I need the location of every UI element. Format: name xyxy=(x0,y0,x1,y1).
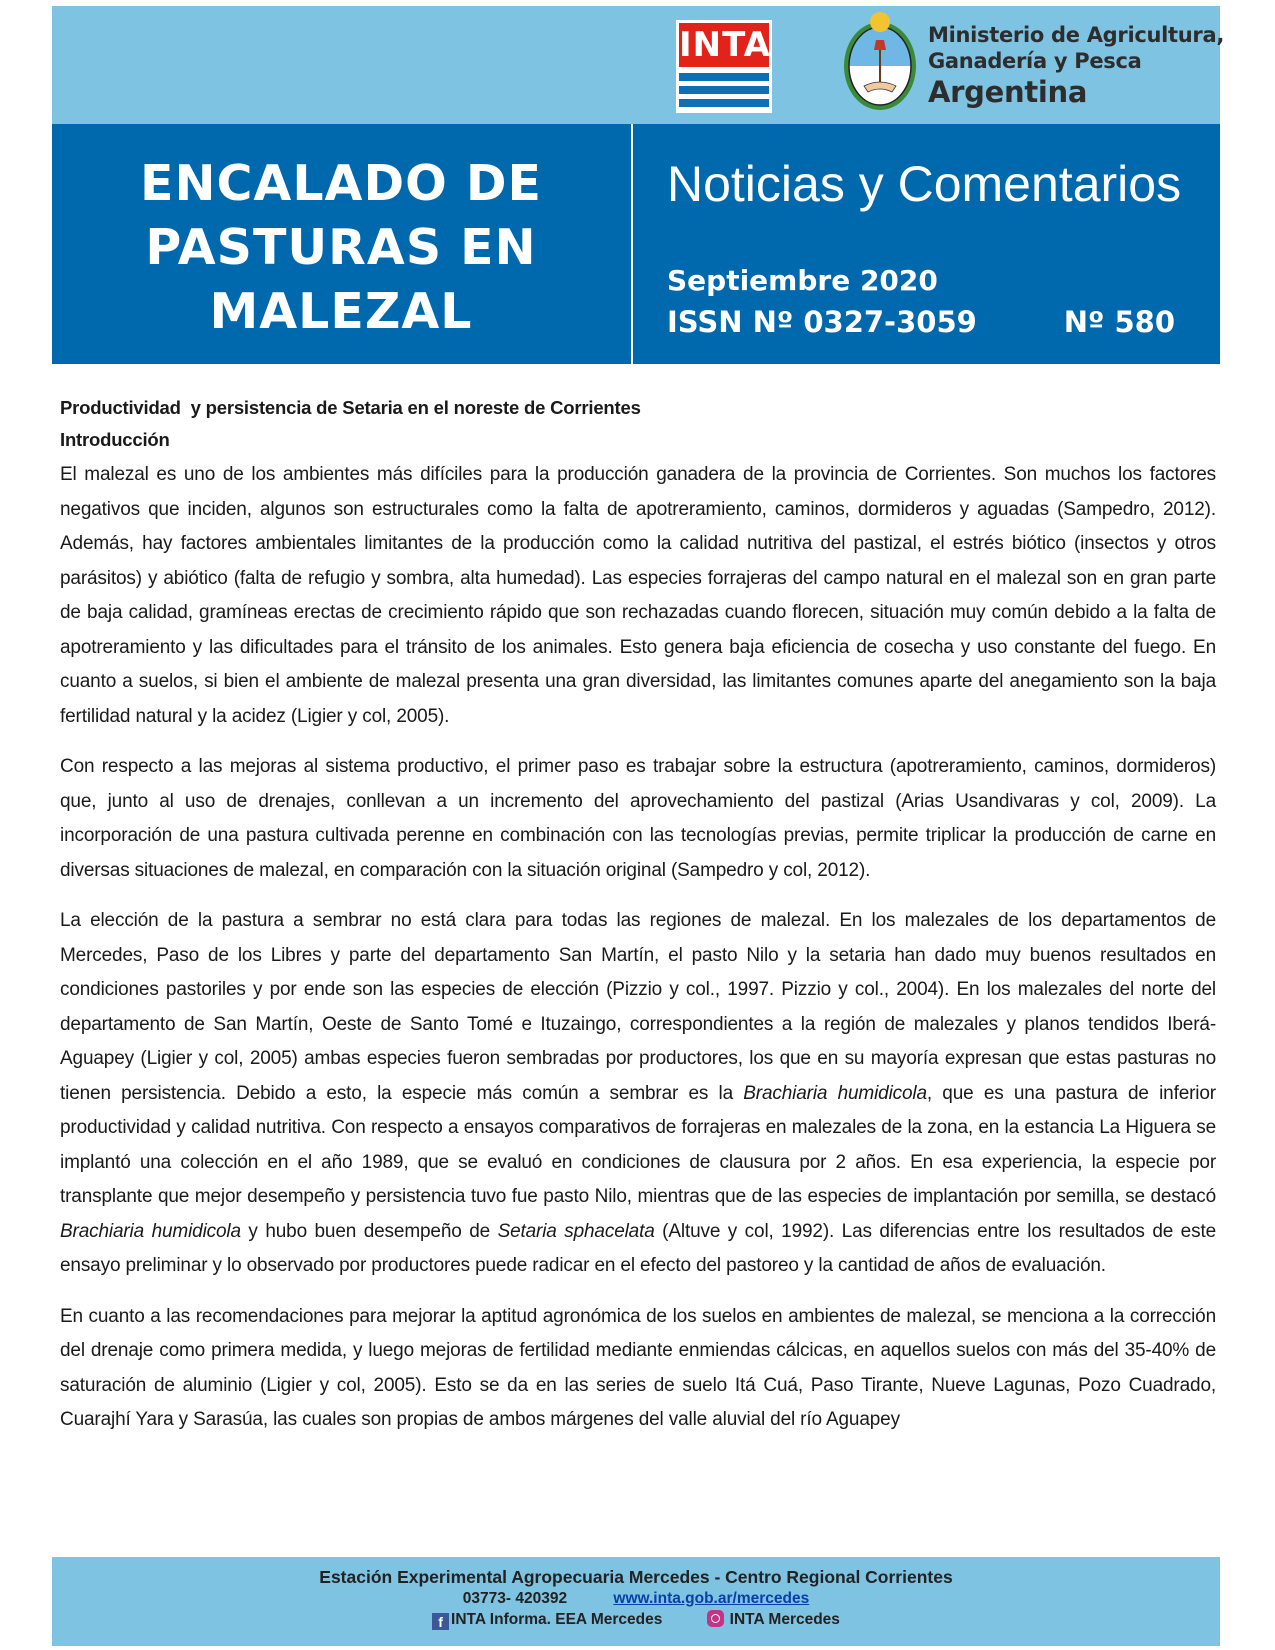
main-title-line-3: MALEZAL xyxy=(209,283,473,340)
footer-social xyxy=(52,1609,1220,1631)
inta-logo xyxy=(676,20,772,113)
instagram-icon[interactable] xyxy=(707,1610,724,1627)
footer-station: Estación Experimental Agropecuaria Mercedes - Centro Regional Corrientes xyxy=(319,1567,953,1587)
facebook-label[interactable]: INTA Informa. EEA Mercedes xyxy=(451,1611,663,1628)
main-title-line-1: ENCALADO DE xyxy=(139,155,543,212)
instagram-label[interactable]: INTA Mercedes xyxy=(729,1611,840,1628)
paragraph-4: En cuanto a las recomendaciones para mejorar la aptitud agronómica de los suelos en ambientes de malezal, se menciona a la corrección del drenaje como primera medida, y luego mejoras de fertilidad mediante enmiendas cálcicas, en aquellos suelos con más del 35-40% de saturación de aluminio (Ligier y col, 2005). Esto se da en las series de suelo Itá Cuá, Paso Tirante, Nueve Lagunas, Pozo Cuadrado, Cuarajhí Yara y Sarasúa, las cuales son propias de ambos márgenes del valle aluvial del río Aguapey xyxy=(60,1305,1216,1430)
issue-number: Nº 580 xyxy=(1063,305,1175,339)
species-name: Brachiaria humidicola xyxy=(743,1082,927,1104)
ministry-country: Argentina xyxy=(928,75,1088,109)
ministry-name xyxy=(928,22,1224,110)
argentina-coat-of-arms-icon xyxy=(830,8,930,120)
species-name: Brachiaria humidicola xyxy=(60,1220,241,1242)
issue-date: Septiembre 2020 xyxy=(667,264,938,297)
paragraph-1: El malezal es uno de los ambientes más difíciles para la producción ganadera de la provincia de Corrientes. Son muchos los factores negativos que inciden, algunos son estructurales como la falta de apotreramiento, caminos, dormideros y aguadas (Sampedro, 2012). Además, hay factores ambientales limitantes de la producción como la calidad nutritiva del pastizal, el estrés biótico (insectos y otros parásitos) y abiótico (falta de refugio y sombra, alta humedad). Las especies forrajeras del campo natural en el malezal son en gran parte de baja calidad, gramíneas erectas de crecimiento rápido que son rechazadas cuando florecen, situación muy común debido a la falta de apotreramiento y las dificultades para el tránsito de los animales. Esto genera baja eficiencia de cosecha y uso constante del fuego. En cuanto a suelos, si bien el ambiente de malezal presenta una gran diversidad, las limitantes comunes aparte del anegamiento son la baja fertilidad natural y la acidez (Ligier y col, 2005). xyxy=(60,464,1216,727)
paragraph-3: La elección de la pastura a sembrar no está clara para todas las regiones de malezal. En los malezales de los departamentos de Mercedes, Paso de los Libres y parte del departamento San Martín, el pasto Nilo y la setaria han dado muy buenos resultados en condiciones pastoriles y por ende son las especies de elección (Pizzio y col., 1997. Pizzio y col., 2004). En los malezales del norte del departamento de San Martín, Oeste de Santo Tomé e Ituzaingo, correspondientes a la región de malezales y planos tendidos Iberá-Aguapey (Ligier y col, 2005) ambas especies fueron sembradas por productores, los que en su mayoría expresan que estas pasturas no tienen persistencia. Debido a esto, la especie más común a sembrar es la Brachiaria humidicola, que es una pastura de inferior productividad y calidad nutritiva. Con respecto a ensayos comparativos de forrajeras en malezales de la zona, en la estancia La Higuera se implantó una colección en el año 1989, que se evaluó en condiciones de clausura por 2 años. En esa experiencia, la especie por transplante que mejor desempeño y persistencia tuvo fue pasto Nilo, mientras que de las especies de implantación por semilla, se destacó Brachiaria humidicola y hubo buen desempeño de Setaria sphacelata (Altuve y col, 1992). Las diferencias entre los resultados de este ensayo preliminar y lo observado por productores puede radicar en el efecto del pastoreo y la cantidad de años de evaluación. xyxy=(60,910,1216,1276)
ministry-line-1: Ministerio de Agricultura, xyxy=(928,23,1225,47)
bulletin-name: Noticias y Comentarios xyxy=(667,156,1182,212)
footer xyxy=(52,1557,1220,1646)
footer-website-link[interactable]: www.inta.gob.ar/mercedes xyxy=(613,1590,810,1607)
main-title-line-2: PASTURAS EN xyxy=(145,219,537,276)
inta-logo-text: INTA xyxy=(679,25,771,65)
footer-phone: 03773- 420392 xyxy=(462,1590,568,1607)
article-subtitle: Productividad y persistencia de Setaria en el noreste de Corrientes xyxy=(60,397,641,418)
title-divider xyxy=(631,124,633,364)
footer-contact xyxy=(52,1589,1220,1609)
ministry-line-2: Ganadería y Pesca xyxy=(928,49,1142,73)
main-title xyxy=(52,152,630,344)
paragraph-2: Con respecto a las mejoras al sistema productivo, el primer paso es trabajar sobre la estructura (apotreramiento, caminos, dormideros) que, junto al uso de drenajes, conllevan a un incremento del aprovechamiento del pastizal (Arias Usandivaras y col, 2009). La incorporación de una pastura cultivada perenne en combinación con las tecnologías previas, permite triplicar la producción de carne en diversas situaciones de malezal, en comparación con la situación original (Sampedro y col, 2012). xyxy=(60,756,1216,881)
species-name: Setaria sphacelata xyxy=(497,1220,655,1242)
section-heading: Introducción xyxy=(60,429,170,450)
facebook-icon[interactable]: f xyxy=(432,1613,449,1630)
issn: ISSN Nº 0327-3059 xyxy=(667,305,977,339)
article-body xyxy=(60,392,1216,1454)
